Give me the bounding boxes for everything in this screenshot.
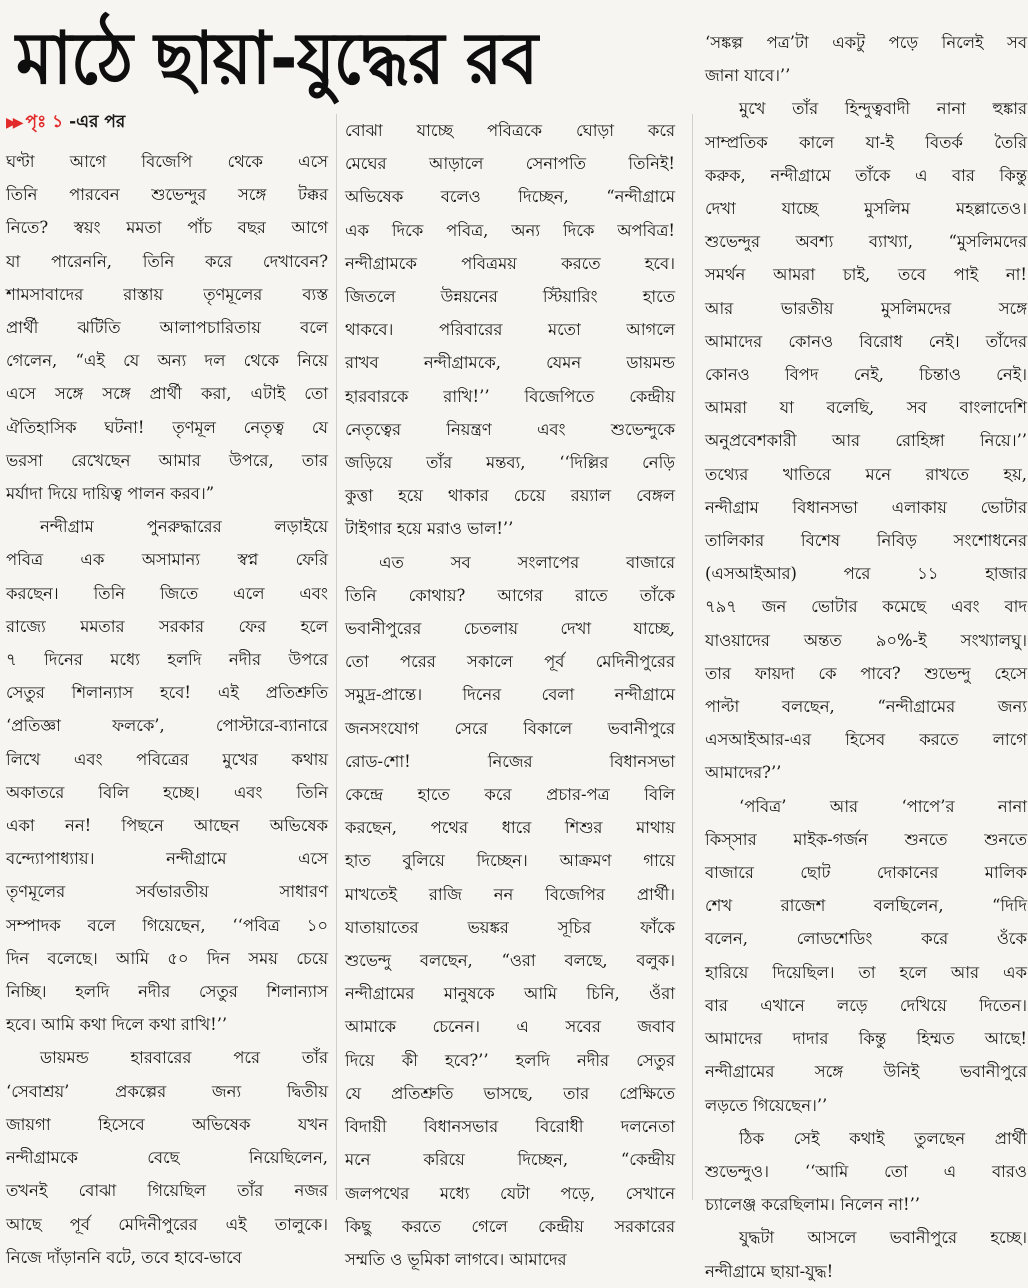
article-paragraph (705, 26, 1027, 92)
text-line: ঠিক সেই কথাই তুলছেন প্রার্থী (739, 1128, 1027, 1148)
text-line: যুদ্ধটা আসলে ভবানীপুরে হচ্ছে। (739, 1228, 1027, 1248)
continuation-marker (6, 108, 125, 138)
text-line: নন্দীগ্রামের মানুষকে আমি চিনি, ওঁরা (345, 984, 675, 1004)
article-paragraph (6, 145, 328, 510)
text-line: আমাদের?’’ (705, 763, 782, 783)
text-line: ডায়মন্ড হারবারের পরে তাঁর (40, 1048, 328, 1068)
text-line: মর্যাদা দিয়ে দায়িত্ব পালন করব।” (6, 484, 215, 504)
text-line: বলেন, লোডশেডিং করে ওঁকে (705, 929, 1027, 949)
text-line: ‘সেবাশ্রয়’ প্রকল্পের জন্য দ্বিতীয় (6, 1081, 328, 1101)
text-line: নন্দীগ্রামে ছায়া-যুদ্ধ! (705, 1261, 834, 1281)
text-line: পবিত্র এক অসামান্য স্বপ্ন ফেরি (6, 550, 328, 570)
text-line: ‘প্রতিজ্ঞা ফলকে’, পোস্টারে-ব্যানারে (6, 716, 328, 736)
text-line: ‘পবিত্র’ আর ‘পাপে’র নানা (739, 796, 1027, 816)
text-line: অনুপ্রবেশকারী আর রোহিঙ্গা নিয়ে।’’ (705, 431, 1027, 451)
text-line: সেতুর শিলান্যাস হবে! এই প্রতিশ্রুতি (6, 683, 328, 703)
text-line: এসে সঙ্গে সঙ্গে প্রার্থী করা, এটাই তো (6, 384, 328, 404)
text-line: জিতলে উন্নয়নের স্টিয়ারিং হাতে (345, 287, 675, 307)
continuation-suffix: -এর পর (69, 112, 126, 132)
text-line: ঘণ্টা আগে বিজেপি থেকে এসে (6, 152, 328, 171)
text-line: বোঝা যাচ্ছে পবিত্রকে ঘোড়া করে (345, 121, 675, 140)
text-line: সমুদ্র-প্রান্তে। দিনের বেলা নন্দীগ্রামে (345, 685, 675, 705)
text-line: ঐতিহাসিক ঘটনা! তৃণমূল নেতৃত্ব যে (6, 417, 328, 437)
text-line: ‘সঙ্কল্প পত্র’টা একটু পড়ে নিলেই সব (705, 33, 1027, 52)
text-line: যাওয়াদের অন্তত ৯০%-ই সংখ্যালঘু। (705, 630, 1027, 650)
text-line: জড়িয়ে তাঁর মন্তব্য, ‘‘দিল্লির নেড়ি (345, 453, 675, 473)
text-line: আমাদের কোনও বিরোধ নেই। তাঁদের (705, 331, 1027, 351)
text-line: জানা যাবে।’’ (705, 66, 791, 86)
text-line: ৭৯৭ জন ভোটার কমেছে এবং বাদ (705, 597, 1027, 617)
text-line: তো পরের সকালে পূর্ব মেদিনীপুরের (345, 652, 675, 672)
headline: মাঠে ছায়া-যুদ্ধের রব (16, 16, 538, 100)
text-line: হারিয়ে দিয়েছিল। তা হলে আর এক (705, 962, 1027, 982)
text-line: তখনই বোঝা গিয়েছিল তাঁর নজর (6, 1181, 328, 1201)
article-paragraph (705, 790, 1027, 1122)
text-line: নন্দীগ্রাম বিধানসভা এলাকায় ভোটার (705, 497, 1027, 517)
text-line: ভবানীপুরের চেতলায় দেখা যাচ্ছে, (345, 619, 675, 639)
text-line: রাজ্যে মমতার সরকার ফের হলে (6, 616, 328, 636)
article-column-1 (6, 145, 328, 1267)
text-line: আমাকে চেনেন। এ সবের জবাব (345, 1017, 675, 1037)
text-line: প্রার্থী ঝটিতি আলাপচারিতায় বলে (6, 318, 328, 338)
text-line: মুখে তাঁর হিন্দুত্ববাদী নানা হুঙ্কার (739, 99, 1027, 119)
text-line: নন্দীগ্রামকে বেছে নিয়েছিলেন, (6, 1148, 328, 1168)
text-line: গেলেন, “এই যে অন্য দল থেকে নিয়ে (6, 351, 328, 371)
text-line: নেতৃত্বের নিয়ন্ত্রণ এবং শুভেন্দুকে (345, 419, 675, 439)
text-line: শেখ রাজেশ বলছিলেন, “দিদি (705, 896, 1027, 916)
text-line: দিন বলেছে। আমি ৫০ দিন সময় চেয়ে (6, 948, 328, 968)
article-column-3 (705, 26, 1027, 1281)
text-line: যাতায়াতের ভয়ঙ্কর সূচির ফাঁকে (345, 917, 675, 937)
article-paragraph (345, 114, 675, 546)
double-arrow-icon: ▶▶ (6, 115, 20, 131)
text-line: বিদায়ী বিধানসভার বিরোধী দলনেতা (345, 1117, 675, 1137)
text-line: এসআইআর-এর হিসেব করতে লাগে (705, 730, 1027, 750)
text-line: কিস্সার মাইক-গর্জন শুনতে শুনতে (705, 829, 1027, 849)
text-line: রাখব নন্দীগ্রামকে, যেমন ডায়মন্ড (345, 353, 675, 373)
text-line: নন্দীগ্রামের সঙ্গে উনিই ভবানীপুরে (705, 1062, 1027, 1082)
text-line: পাল্টা বলছেন, “নন্দীগ্রামের জন্য (705, 697, 1027, 717)
text-line: যা পারেননি, তিনি করে দেখাবেন? (6, 251, 328, 271)
article-paragraph (705, 1122, 1027, 1222)
text-line: জনসংযোগ সেরে বিকালে ভবানীপুরে (345, 718, 675, 738)
text-line: নিচ্ছি। হলদি নদীর সেতুর শিলান্যাস (6, 982, 328, 1002)
page-reference: পৃঃ ১ (25, 112, 64, 132)
text-line: সম্মতি ও ভূমিকা লাগবে। আমাদের (345, 1249, 567, 1269)
text-line: বন্দ্যোপাধ্যায়। নন্দীগ্রামে এসে (6, 849, 328, 869)
text-line: নন্দীগ্রামকে পবিত্রময় করতে হবে। (345, 253, 675, 273)
text-line: হাত বুলিয়ে দিচ্ছেন। আক্রমণ গায়ে (345, 851, 675, 871)
article-paragraph (705, 1221, 1027, 1287)
text-line: সাম্প্রতিক কালে যা-ই বিতর্ক তৈরি (705, 132, 1027, 152)
text-line: জায়গা হিসেবে অভিষেক যখন (6, 1114, 328, 1134)
text-line: তার ফায়দা কে পাবে? শুভেন্দু হেসে (705, 663, 1027, 683)
text-line: কোনও বিপদ নেই, চিন্তাও নেই। (705, 365, 1027, 385)
text-line: ৭ দিনের মধ্যে হলদি নদীর উপরে (6, 650, 328, 670)
text-line: করুক, নন্দীগ্রামে তাঁকে এ বার কিন্তু (705, 165, 1027, 185)
text-line: এত সব সংলাপের বাজারে (379, 552, 675, 572)
text-line: শুভেন্দুর অবশ্য ব্যাখ্যা, “মুসলিমদের (705, 232, 1027, 252)
text-line: আমাদের দাদার কিন্তু হিম্মত আছে! (705, 1029, 1027, 1049)
text-line: মাখতেই রাজি নন বিজেপির প্রার্থী। (345, 884, 675, 904)
text-line: আছে পূর্ব মেদিনীপুরের এই তালুকে। (6, 1214, 328, 1234)
article-paragraph (705, 92, 1027, 789)
text-line: তৃণমূলের সর্বভারতীয় সাধারণ (6, 882, 328, 902)
text-line: করছেন। তিনি জিতে এলে এবং (6, 583, 328, 603)
text-line: শামসাবাদের রাস্তায় তৃণমূলের ব্যস্ত (6, 284, 328, 304)
text-line: নন্দীগ্রাম পুনরুদ্ধারের লড়াইয়ে (40, 517, 328, 537)
text-line: বার এখানে লড়ে দেখিয়ে দিতেন। (705, 995, 1027, 1015)
text-line: যে প্রতিশ্রুতি ভাসছে, তার প্রেক্ষিতে (345, 1083, 675, 1103)
text-line: থাকবে। পরিবারের মতো আগলে (345, 320, 675, 340)
text-line: চ্যালেঞ্জ করেছিলাম। নিলেন না!’’ (705, 1195, 921, 1215)
text-line: মনে করিয়ে দিচ্ছেন, “কেন্দ্রীয় (345, 1150, 675, 1170)
text-line: আমরা যা বলেছি, সব বাংলাদেশি (705, 398, 1027, 418)
text-line: একা নন! পিছনে আছেন অভিষেক (6, 816, 328, 836)
text-line: আর ভারতীয় মুসলিমদের সঙ্গে (705, 298, 1027, 318)
text-line: করছেন, পথের ধারে শিশুর মাথায় (345, 818, 675, 838)
text-line: তথ্যের খাতিরে মনে রাখতে হয়, (705, 464, 1027, 484)
text-line: সম্পাদক বলে গিয়েছেন, ‘‘পবিত্র ১০ (6, 915, 328, 935)
text-line: দিয়ে কী হবে?’’ হলদি নদীর সেতুর (345, 1050, 675, 1070)
text-line: বাজারে ছোট দোকানের মালিক (705, 863, 1027, 883)
text-line: তিনি পারবেন শুভেন্দুর সঙ্গে টক্কর (6, 185, 328, 205)
text-line: রোড-শো! নিজের বিধানসভা (345, 751, 675, 771)
text-line: কিছু করতে গেলে কেন্দ্রীয় সরকারের (345, 1216, 675, 1236)
text-line: অভিষেক বলেও দিচ্ছেন, “নন্দীগ্রামে (345, 187, 675, 207)
text-line: ভরসা রেখেছেন আমার উপরে, তার (6, 450, 328, 470)
text-line: লিখে এবং পবিত্রের মুখের কথায় (6, 749, 328, 769)
text-line: শুভেন্দুও। ‘‘আমি তো এ বারও (705, 1161, 1027, 1181)
text-line: কুত্তা হয়ে থাকার চেয়ে রয়্যাল বেঙ্গল (345, 486, 675, 506)
text-line: মেঘের আড়ালে সেনাপতি তিনিই! (345, 154, 675, 174)
text-line: লড়তে গিয়েছেন।’’ (705, 1095, 828, 1115)
text-line: টাইগার হয়ে মরাও ভাল!’’ (345, 519, 514, 539)
column-divider (692, 114, 693, 1200)
text-line: হবে। আমি কথা দিলে কথা রাখি!’’ (6, 1015, 228, 1035)
text-line: তিনি কোথায়? আগের রাতে তাঁকে (345, 585, 675, 605)
article-paragraph (6, 510, 328, 1041)
text-line: তালিকার বিশেষ নিবিড় সংশোধনের (705, 531, 1027, 551)
column-divider (336, 114, 337, 1200)
text-line: জলপথের মধ্যে যেটা পড়ে, সেখানে (345, 1183, 675, 1203)
text-line: কেন্দ্রে হাতে করে প্রচার-পত্র বিলি (345, 785, 675, 805)
text-line: (এসআইআর) পরে ১১ হাজার (705, 564, 1027, 584)
text-line: অকাতরে বিলি হচ্ছে। এবং তিনি (6, 782, 328, 802)
article-column-2 (345, 114, 675, 1269)
text-line: নিতে? স্বয়ং মমতা পাঁচ বছর আগে (6, 218, 328, 238)
article-paragraph (6, 1041, 328, 1273)
text-line: হারবারকে রাখি!’’ বিজেপিতে কেন্দ্রীয় (345, 386, 675, 406)
article-paragraph (345, 546, 675, 1276)
text-line: নিজে দাঁড়াননি বটে, তবে হাবে-ভাবে (6, 1247, 242, 1267)
text-line: শুভেন্দু বলছেন, “ওরা বলছে, বলুক। (345, 951, 675, 971)
text-line: সমর্থন আমরা চাই, তবে পাই না! (705, 265, 1027, 285)
text-line: দেখা যাচ্ছে মুসলিম মহল্লাতেও। (705, 199, 1027, 219)
text-line: এক দিকে পবিত্র, অন্য দিকে অপবিত্র! (345, 220, 675, 240)
